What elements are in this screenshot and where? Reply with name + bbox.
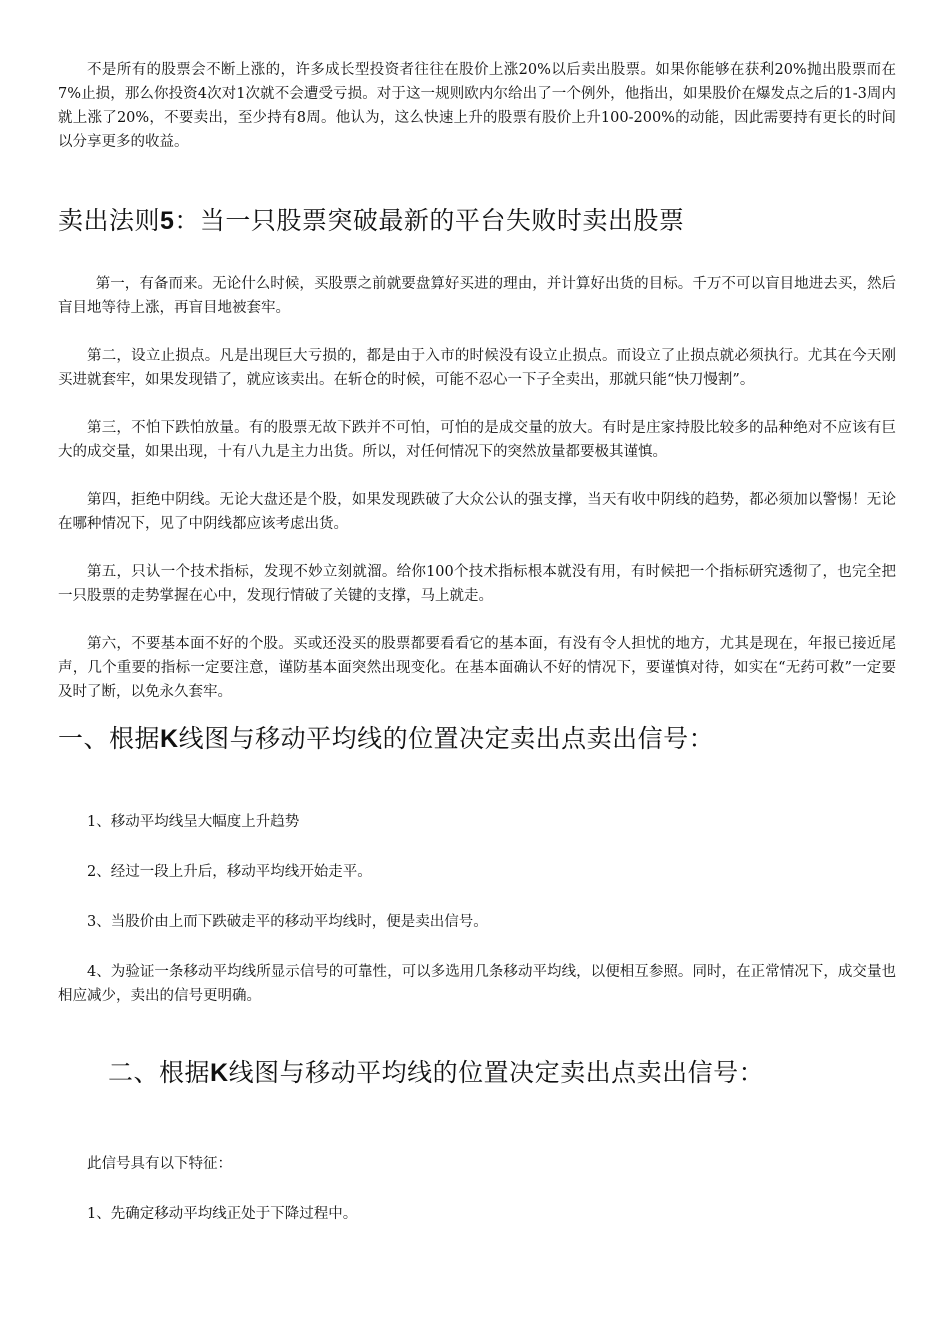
intro-paragraph: 不是所有的股票会不断上涨的，许多成长型投资者往往在股价上涨20%以后卖出股票。如果你能够在获利20%抛出股票而在7%止损，那么你投资4次对1次就不会遭受亏损。对于这一规则欧内尔给出了一个例外，他指出，如果股价在爆发点之后的1-3周内就上涨了20%，不要卖出，至少持有8周。他认为，这么快速上升的股票有股价上升100-200%的动能，因此需要持有更长的时间以分享更多的收益。 — [58, 62, 896, 150]
section1-heading: 一、根据K线图与移动平均线的位置决定卖出点卖出信号： — [58, 724, 715, 753]
rule5-heading: 卖出法则5：当一只股票突破最新的平台失败时卖出股票 — [58, 206, 685, 235]
section2-item-1: 1、先确定移动平均线正处于下降过程中。 — [87, 1206, 358, 1222]
rule5-point-5: 第五，只认一个技术指标，发现不妙立刻就溜。给你100个技术指标根本就没有用，有时候把一个指标研究透彻了，也完全把一只股票的走势掌握在心中，发现行情破了关键的支撑，马上就走。 — [58, 564, 896, 604]
rule5-point-2: 第二，设立止损点。凡是出现巨大亏损的，都是由于入市的时候没有设立止损点。而设立了止损点就必须执行。尤其在今天刚买进就套牢，如果发现错了，就应该卖出。在斩仓的时候，可能不忍心一下子全卖出，那就只能“快刀慢割”。 — [58, 348, 896, 388]
rule5-point-3: 第三，不怕下跌怕放量。有的股票无故下跌并不可怕，可怕的是成交量的放大。有时是庄家持股比较多的品种绝对不应该有巨大的成交量，如果出现，十有八九是主力出货。所以，对任何情况下的突然放量都要极其谨慎。 — [58, 420, 896, 460]
section1-item-2: 2、经过一段上升后，移动平均线开始走平。 — [87, 864, 372, 880]
section1-item-1: 1、移动平均线呈大幅度上升趋势 — [87, 814, 300, 830]
rule5-point-6: 第六，不要基本面不好的个股。买或还没买的股票都要看看它的基本面，有没有令人担忧的地方，尤其是现在，年报已接近尾声，几个重要的指标一定要注意，谨防基本面突然出现变化。在基本面确认不好的情况下，要谨慎对待，如实在“无药可救”一定要及时了断，以免永久套牢。 — [58, 636, 896, 700]
document-page — [58, 58, 896, 1226]
rule5-point-4: 第四，拒绝中阴线。无论大盘还是个股，如果发现跌破了大众公认的强支撑，当天有收中阴线的趋势，都必须加以警惕！无论在哪种情况下，见了中阴线都应该考虑出货。 — [58, 492, 896, 532]
section1-item-3: 3、当股价由上而下跌破走平的移动平均线时，便是卖出信号。 — [87, 914, 488, 930]
section2-heading: 二、根据K线图与移动平均线的位置决定卖出点卖出信号： — [108, 1058, 765, 1087]
rule5-point-1: 第一，有备而来。无论什么时候，买股票之前就要盘算好买进的理由，并计算好出货的目标。千万不可以盲目地进去买，然后盲目地等待上涨，再盲目地被套牢。 — [58, 276, 896, 316]
section1-item-4: 4、为验证一条移动平均线所显示信号的可靠性，可以多选用几条移动平均线，以便相互参照。同时，在正常情况下，成交量也相应减少，卖出的信号更明确。 — [58, 964, 896, 1004]
section2-intro: 此信号具有以下特征： — [87, 1156, 232, 1172]
